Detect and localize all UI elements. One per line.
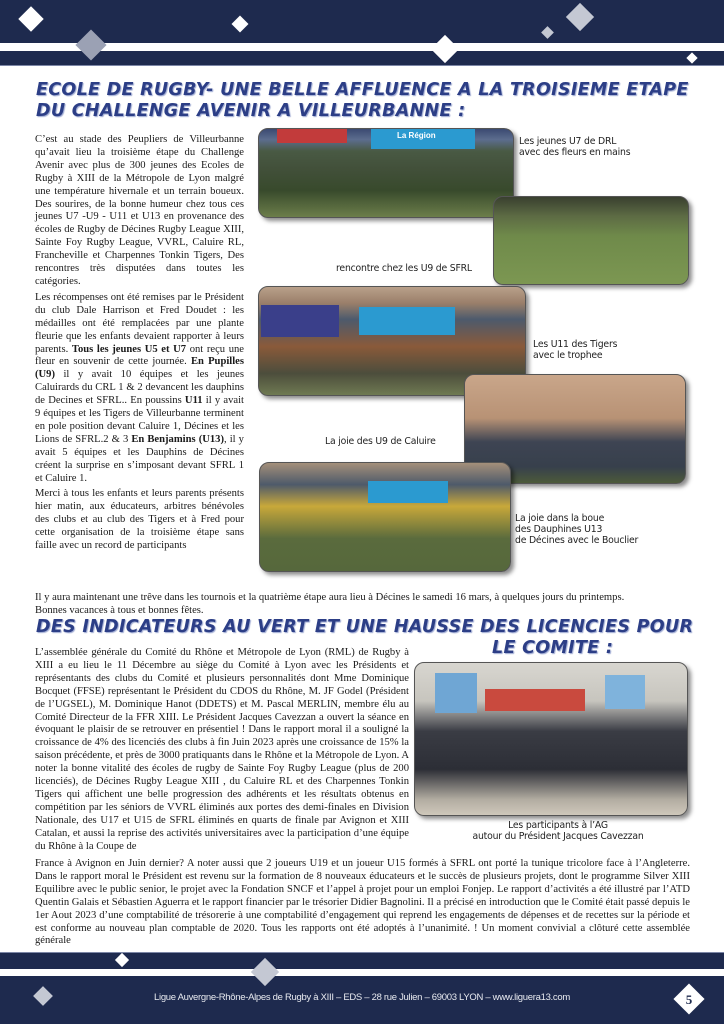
caption-line: Les jeunes U7 de DRL	[519, 136, 617, 147]
caption-line: Les U11 des Tigers	[533, 339, 618, 350]
caption-line: rencontre chez les U9 de SFRL	[336, 263, 472, 274]
photo-banner-region	[359, 307, 455, 335]
article2-title-line2: LE COMITE :	[492, 638, 614, 658]
caption-line: des Dauphines U13	[515, 524, 603, 535]
article1-title-line2: DU CHALLENGE AVENIR A VILLEURBANNE :	[36, 101, 466, 121]
footer-band-top	[0, 952, 724, 969]
caption-line: La joie dans la boue	[515, 513, 605, 524]
article1-paragraph	[35, 134, 244, 289]
bold-text: Tous les jeunes U5 et U7	[71, 343, 187, 355]
footer-white-stripe	[0, 969, 724, 976]
photo-u7-drl	[258, 128, 514, 218]
photo-caption	[533, 339, 617, 361]
footer-address: Ligue Auvergne-Rhône-Alpes de Rugby à XIII – EDS – 28 rue Julien – 69003 LYON – www.liguera13.com	[154, 992, 570, 1003]
photo-rollup-banner	[605, 675, 645, 709]
photo-banner-region	[368, 481, 448, 503]
caption-line: La joie des U9 de Caluire	[325, 436, 436, 447]
text-run: ont reçu une fleur en souvenir de cette journée.	[35, 343, 244, 368]
article2-column-text: L’assemblée générale du Comité du Rhône et Métropole de Lyon (RML) de Rugby à XIII a eu lieu le 11 Décembre au siège du Comité à Lyon avec les Présidents et représentants des clubs du Comité et plusieurs personnalités dont Mme Dominique Bocquet (FFSE) représentant le Président du CDOS du Rhône, M. JF Godel (Président de l’UGSEL), M. Dominique Hanot (DDETS) et M. Pascal MERLIN, membre élu au Comité Directeur de la FFR XIII. Le Président Jacques Cavezzan a ouvert la séance en évoquant le plaisir de se retrouver en présentiel ! Dans le rapport moral il a souligné la croissance de 4% des licenciés des clubs à fin Juin 2023 après une croissance de 15% la saison précédente, et près de 3000 pratiquants dans le Rhône et la Métropole de Lyon. A noter la bonne vitalité des écoles de rugby de Sainte Foy Rugby League (plus de 200 licenciés), de Décines Rugby League XIII , du Caluire RL et des Charpennes Tonkin Tigers qui affichent une belle progression des adhérents et les résultats obtenus en compétition par les séniors de VVRL éliminés aux portes des demi-finales en Division Nationale, des U17 et U15 de SFRL éliminés en quarts de finale par Avignon et XIII Catalan, et aussi la reprise des activités universitaires avec la participation d’une équipe du Rhône à la Coupe de	[35, 647, 409, 852]
photo-caption	[325, 436, 436, 447]
text-run: il y avait 10 équipes et les jeunes Caluirards du CRL 1 & 2 devancent les dauphins de Decines et SFRL.. En poussins	[35, 369, 244, 407]
text-run: il y avait 9 équipes et les Tigers de Villeurbanne terminent en pole position devant Caluire 1, Décines et les Lions de SFRL.2 & 3	[35, 395, 244, 445]
header-band-top	[0, 0, 724, 43]
photo-u9-sfrl	[493, 196, 689, 285]
page-number: 5	[685, 992, 693, 1007]
photo-flag	[485, 689, 585, 711]
photo-ag-participants	[414, 662, 688, 816]
banner-text: La Région	[397, 131, 436, 140]
caption-line: autour du Président Jacques Cavezzan	[472, 831, 644, 842]
closing-line: Bonnes vacances à tous et bonnes fêtes.	[35, 604, 204, 616]
photo-caption	[448, 820, 668, 842]
article2-title-line1: DES INDICATEURS AU VERT ET UNE HAUSSE DES LICENCIES POUR	[36, 617, 694, 637]
text-run: Merci à tous les enfants et leurs parents présents hier matin, aux éducateurs, arbitres bénévoles des clubs et au club des Tigers et à Fred pour cette organisation de la troisième étape sans faille avec un record de participants	[35, 488, 244, 552]
photo-caption	[515, 513, 638, 546]
article1-paragraph	[35, 292, 244, 486]
bold-text: En Benjamins (U13)	[131, 433, 224, 445]
photo-rollup-banner	[435, 673, 477, 713]
article1-paragraph	[35, 488, 244, 553]
photo-banner-red	[277, 129, 347, 143]
text-run: Les récompenses ont été remises par le Président du club Dale Harrison et Fred Doudet : les médailles ont été remplacées par une plante fleurie que les enfants devaient rapporter à leurs parents.	[35, 291, 244, 355]
caption-line: avec le trophee	[533, 350, 603, 361]
article1-title-line1: ECOLE DE RUGBY- UNE BELLE AFFLUENCE A LA TROISIEME ETAPE	[36, 80, 689, 100]
caption-line: avec des fleurs en mains	[519, 147, 631, 158]
article2-full-text: France à Avignon en Juin dernier? A noter aussi que 2 joueurs U19 et un joueur U15 formés à SFRL ont porté la tunique tricolore face à l’Angleterre. Dans le rapport moral le Président est revenu sur la formation de 8 nouveaux éducateurs et le succès de plusieurs projets, dont le programme Silver XIII Equilibre avec le public senior, le projet avec la Fondation SNCF et l’appel à projet pour un emploi Fonjep. Le rapport d’activités a été illustré par l’ATD Quentin Galais et Sébastien Aguerra et le rapport financier par le trésorier Didier Bagnolini. Il a précisé en introduction que le Comité était passé depuis le 1er Aout 2023 d’une comptabilité de trésorerie à une comptabilité d’engagement qui reprend les engagements de dépenses et de recettes sur la période et est conforme au nouveau plan comptable de 2020. Tous les rapports ont été adoptés à l’unanimité. ! Un moment convivial a clôturé cette assemblée générale	[35, 858, 690, 947]
caption-line: de Décines avec le Bouclier	[515, 535, 639, 546]
closing-line: Il y aura maintenant une trêve dans les tournois et la quatrième étape aura lieu à Décines le samedi 16 mars, à quelques jours du printemps.	[35, 592, 625, 603]
header-band-bottom	[0, 51, 724, 66]
photo-caption	[336, 263, 472, 274]
article1-body	[35, 134, 244, 556]
photo-banner-club	[261, 305, 339, 337]
bold-text: U11	[184, 395, 203, 407]
header-white-stripe	[0, 43, 724, 51]
text-run: C’est au stade des Peupliers de Villeurbanne qu’avait lieu la troisième étape du Challenge Avenir avec plus de 300 jeunes des Ecoles de Rugby à XIII de la Métropole de Lyon malgré une température hivernale et un terrain boueux. Des sourires, de la bonne humeur chez tous ces jeunes U7 -U9 - U11 et U13 en provenance des écoles de Rugby de Décines Rugby League XIII, Sainte Foy Rugby League, VVRL, Caluire RL, Francheville et Charpennes Tonkin Tigers, Des rencontres très disputées dans toutes les catégories.	[35, 134, 244, 287]
photo-u13-decines	[259, 462, 511, 572]
article1-closing	[35, 592, 690, 618]
bold-text: En Pupilles (U9)	[35, 356, 244, 381]
caption-line: Les participants à l’AG	[508, 820, 608, 831]
text-run: , il y avait 5 équipes et les Dauphins de Décines créent la surprise en s’imposant devant SFRL 1 et Caluire 1.	[35, 433, 244, 484]
photo-caption	[519, 136, 630, 158]
